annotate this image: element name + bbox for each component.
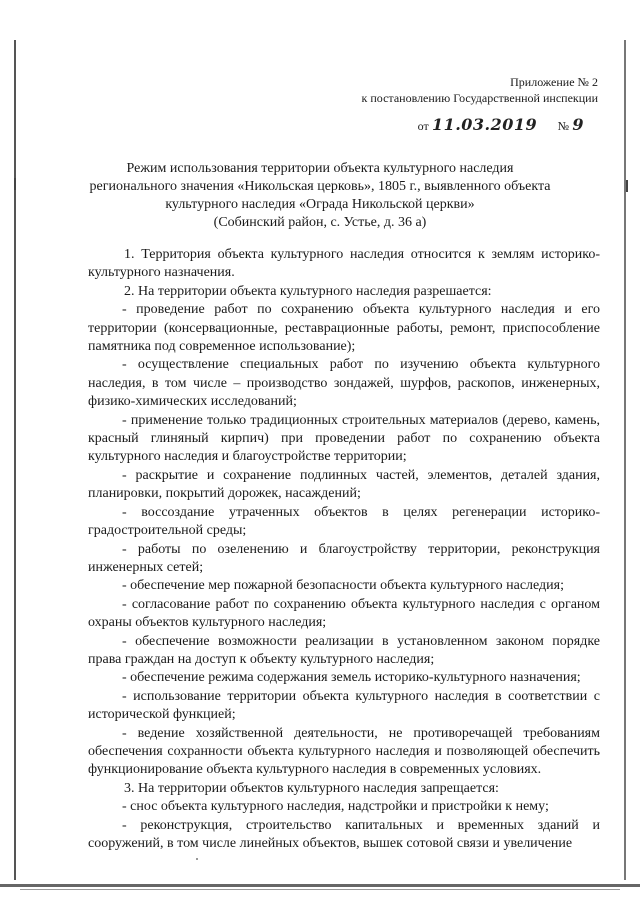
appendix-title: Приложение № 2	[510, 75, 598, 89]
scan-mark	[14, 178, 16, 190]
paragraph: - раскрытие и сохранение подлинных частей, элементов, деталей здания, планировки, покрытий дорожек, насаждений;	[88, 467, 600, 502]
paragraph: - применение только традиционных строительных материалов (дерево, камень, красный глиняный кирпич) при проведении работ по сохранению объекта культурного наследия и благоустройстве территории;	[88, 412, 600, 465]
scan-edge-right	[624, 40, 626, 880]
scan-speck	[196, 858, 198, 860]
handwritten-date: 11.03.2019	[431, 115, 538, 134]
paragraph: - обеспечение режима содержания земель историко-культурного назначения;	[122, 670, 581, 686]
paragraph: 2. На территории объекта культурного наследия разрешается:	[124, 283, 492, 299]
paragraph: - обеспечение возможности реализации в установленном законом порядке права граждан на доступ к объекту культурного наследия;	[88, 633, 600, 667]
paragraph: 3. На территории объектов культурного наследия запрещается:	[124, 780, 499, 796]
scan-edge-bottom	[0, 884, 640, 887]
number-prefix: №	[557, 119, 570, 133]
order-date-number	[418, 115, 584, 134]
handwritten-number: 9	[572, 115, 584, 134]
document-title	[80, 160, 560, 232]
paragraph: - согласование работ по сохранению объекта культурного наследия с органом охраны объектов культурного наследия;	[88, 596, 600, 631]
paragraph: - ведение хозяйственной деятельности, не противоречащей требованиям обеспечения сохранности объекта культурного наследия и позволяющей обеспечить функционирование объекта культурного наследия в современных условиях.	[88, 725, 600, 778]
title-line: (Собинский район, с. Устье, д. 36 а)	[213, 215, 427, 230]
date-prefix: от	[417, 119, 429, 133]
title-line: культурного наследия «Ограда Никольской церкви»	[165, 197, 475, 212]
paragraph: - работы по озеленению и благоустройству территории, реконструкция инженерных сетей;	[88, 541, 600, 575]
paragraph: - осуществление специальных работ по изучению объекта культурного наследия, в том числе – производство зондажей, шурфов, раскопов, инженерных, физико-химических исследований;	[88, 357, 600, 410]
scan-edge-left	[14, 40, 16, 880]
title-line: Режим использования территории объекта культурного наследия	[126, 161, 514, 176]
scan-mark	[626, 180, 628, 192]
title-line: регионального значения «Никольская церковь», 1805 г., выявленного объекта	[89, 179, 551, 194]
paragraph: - обеспечение мер пожарной безопасности объекта культурного наследия;	[122, 578, 565, 594]
scan-edge-bottom-thin	[20, 889, 620, 890]
paragraph: - воссоздание утраченных объектов в целях регенерации историко-градостроительной среды;	[88, 504, 600, 539]
paragraph: - снос объекта культурного наследия, надстройки и пристройки к нему;	[122, 799, 549, 815]
paragraph: 1. Территория объекта культурного наследия относится к землям историко-культурного назначения.	[88, 247, 600, 281]
appendix-block	[362, 74, 598, 106]
paragraph: - использование территории объекта культурного наследия в соответствии с исторической функцией;	[88, 688, 600, 723]
paragraph: - проведение работ по сохранению объекта культурного наследия и его территории (консервационные, реставрационные работы, ремонт, приспособление памятника под современное использование);	[88, 302, 600, 355]
document-body	[88, 246, 600, 853]
paragraph: - реконструкция, строительство капитальных и временных зданий и сооружений, в том числе линейных объектов, вышек сотовой связи и увеличение	[88, 817, 600, 851]
appendix-reference: к постановлению Государственной инспекции	[361, 91, 598, 105]
